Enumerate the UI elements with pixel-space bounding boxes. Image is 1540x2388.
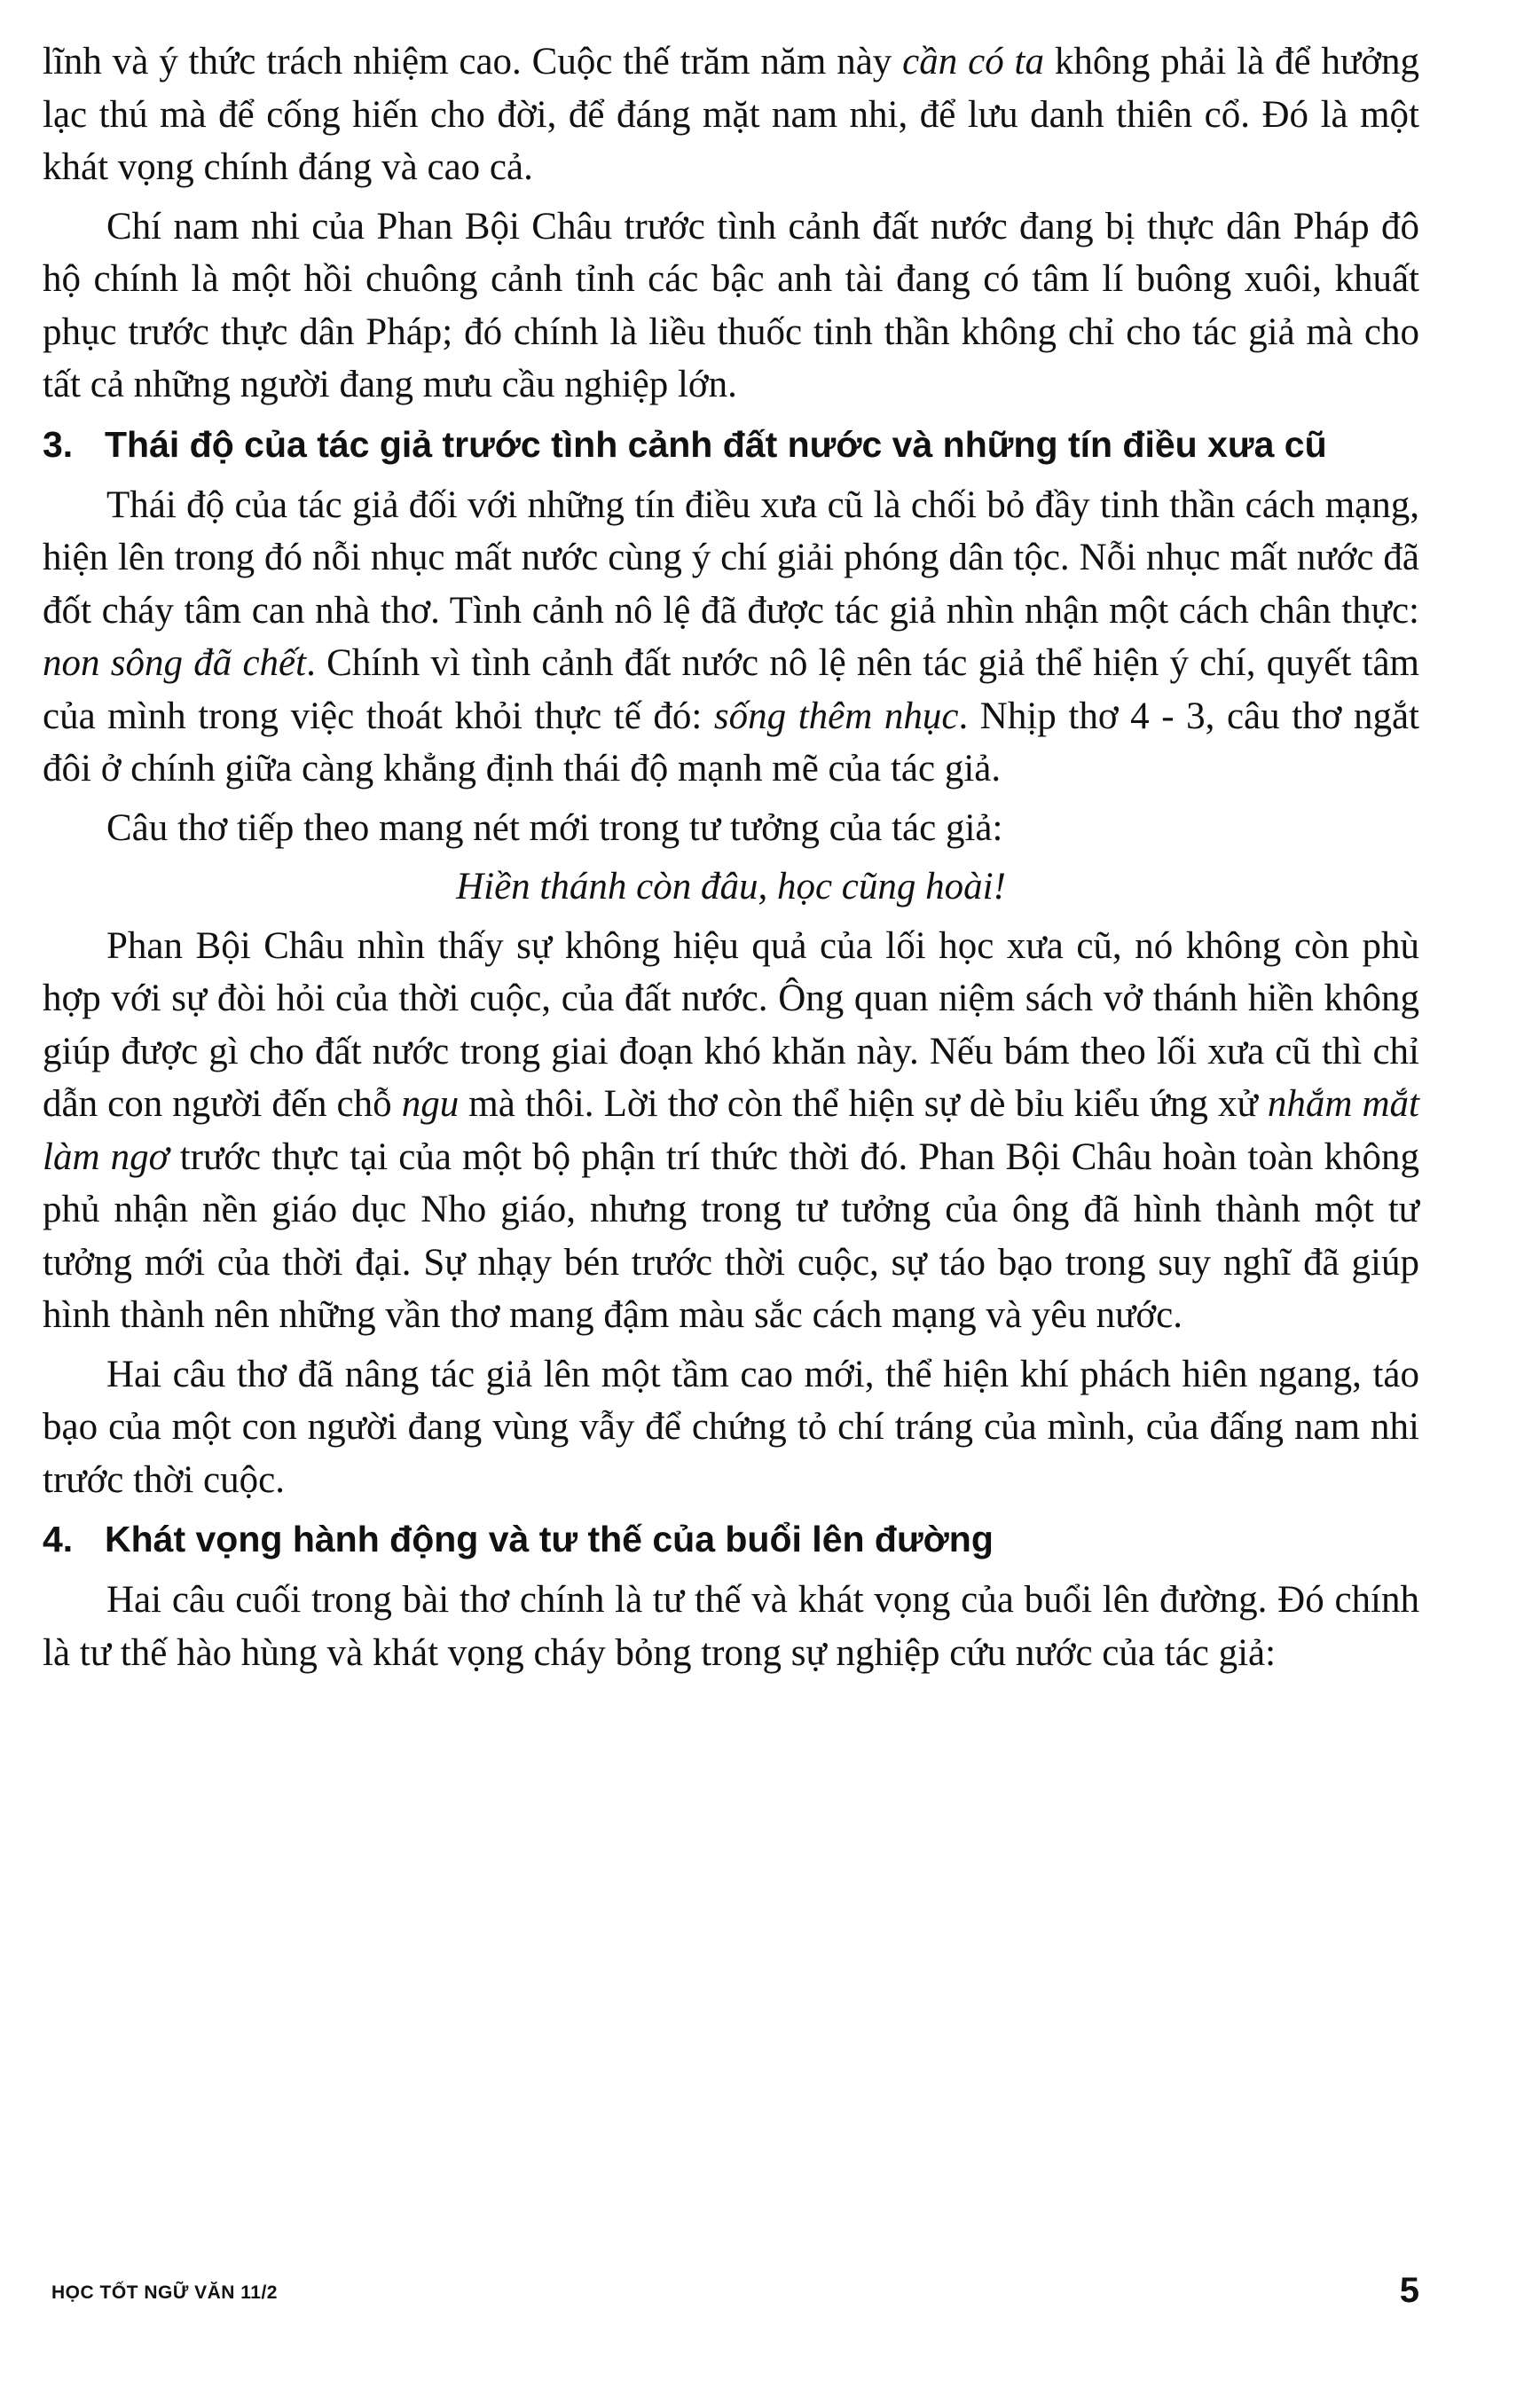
section-heading-3 — [43, 419, 1419, 470]
section-number: 4. — [43, 1519, 74, 1559]
footer-book-title: HỌC TỐT NGỮ VĂN 11/2 — [51, 2282, 278, 2303]
text-run: Thái độ của tác giả đối với những tín điều xưa cũ là chối bỏ đầy tinh thần cách mạng, hiện lên trong đó nỗi nhục mất nước cùng ý chí giải phóng dân tộc. Nỗi nhục mất nước đã đốt cháy tâm can nhà thơ. Tình cảnh nô lệ đã được tác giả nhìn nhận một cách chân thực: — [43, 483, 1419, 632]
paragraph: Câu thơ tiếp theo mang nét mới trong tư tưởng của tác giả: — [106, 806, 1003, 849]
italic-quote: sống thêm nhục — [713, 695, 959, 737]
italic-quote: nhắm mắt làm ngơ — [43, 1083, 1419, 1178]
text-run: mà thôi. Lời thơ còn thể hiện sự dè bỉu kiểu ứng xử — [459, 1083, 1268, 1125]
paragraph — [43, 479, 1419, 796]
paragraph: Hai câu cuối trong bài thơ chính là tư thế và khát vọng của buổi lên đường. Đó chính là tư thế hào hùng và khát vọng cháy bỏng trong sự nghiệp cứu nước của tác giả: — [43, 1579, 1419, 1674]
italic-quote: non sông đã chết — [43, 642, 307, 684]
text-run: . Chính vì tình cảnh đất nước nô lệ nên tác giả thể hiện ý chí, quyết tâm của mình trong việc thoát khỏi thực tế đó: — [43, 642, 1419, 737]
text-run: Phan Bội Châu nhìn thấy sự không hiệu quả của lối học xưa cũ, nó không còn phù hợp với sự đòi hỏi của thời cuộc, của đất nước. Ông quan niệm sách vở thánh hiền không giúp được gì cho đất nước trong giai đoạn khó khăn này. Nếu bám theo lối xưa cũ thì chỉ dẫn con người đến chỗ — [43, 924, 1419, 1125]
section-title: Khát vọng hành động và tư thế của buổi lên đường — [105, 1519, 994, 1559]
italic-quote: cần có ta — [902, 41, 1045, 82]
paragraph — [43, 920, 1419, 1342]
section-number: 3. — [43, 423, 74, 465]
poem-verse: Hiền thánh còn đâu, học cũng hoài! — [456, 866, 1006, 907]
italic-quote: ngu — [401, 1083, 460, 1125]
paragraph-continuation — [43, 35, 1419, 194]
section-heading-4 — [43, 1513, 1419, 1565]
text-run: lĩnh và ý thức trách nhiệm cao. Cuộc thế trăm năm này — [43, 41, 903, 82]
page-number: 5 — [1399, 2271, 1419, 2310]
page-body — [43, 35, 1419, 1685]
text-run: trước thực tại của một bộ phận trí thức thời đó. Phan Bội Châu hoàn toàn không phủ nhận nền giáo dục Nho giáo, nhưng trong tư tưởng của ông đã hình thành một tư tưởng mới của thời đại. Sự nhạy bén trước thời cuộc, sự táo bạo trong suy nghĩ đã giúp hình thành nên những vần thơ mang đậm màu sắc cách mạng và yêu nước. — [43, 1135, 1419, 1336]
text-run: . Nhịp thơ 4 - 3, câu thơ ngắt đôi ở chính giữa càng khẳng định thái độ mạnh mẽ của tác giả. — [43, 695, 1419, 789]
paragraph: Hai câu thơ đã nâng tác giả lên một tầm cao mới, thể hiện khí phách hiên ngang, táo bạo của một con người đang vùng vẫy để chứng tỏ chí tráng của mình, của đấng nam nhi trước thời cuộc. — [43, 1353, 1419, 1501]
paragraph: Chí nam nhi của Phan Bội Châu trước tình cảnh đất nước đang bị thực dân Pháp đô hộ chính là một hồi chuông cảnh tỉnh các bậc anh tài đang có tâm lí buông xuôi, khuất phục trước thực dân Pháp; đó chính là liều thuốc tinh thần không chỉ cho tác giả mà cho tất cả những người đang mưu cầu nghiệp lớn. — [43, 205, 1419, 405]
section-title: Thái độ của tác giả trước tình cảnh đất nước và những tín điều xưa cũ — [105, 423, 1327, 465]
text-run: không phải là để hưởng lạc thú mà để cống hiến cho đời, để đáng mặt nam nhi, để lưu danh thiên cổ. Đó là một khát vọng chính đáng và cao cả. — [43, 41, 1419, 188]
